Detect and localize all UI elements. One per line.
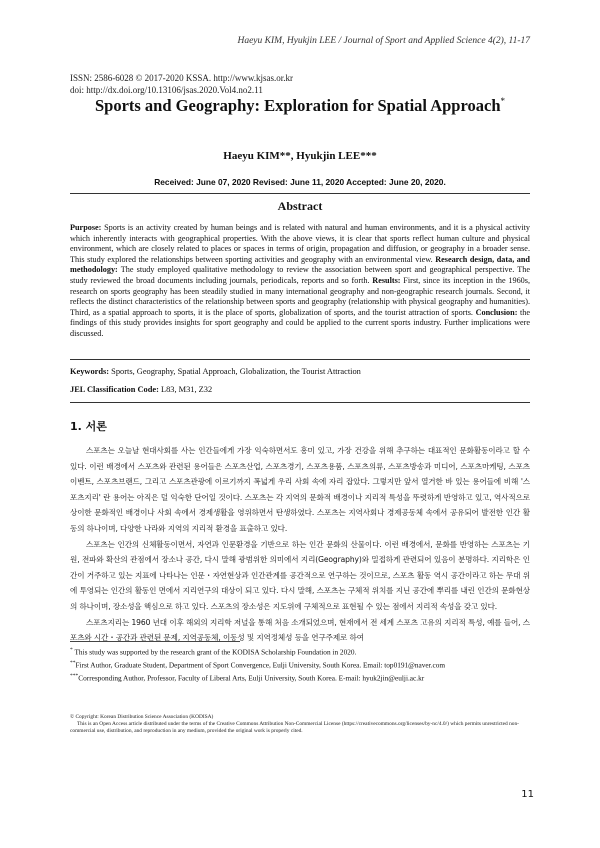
doi-line: doi: http://dx.doi.org/10.13106/jsas.2020.Vol4.no2.11 [70,85,263,95]
conclusion-text: the findings of this study provides insights for sport geography and could be applied to the current sports industry. Further implications were discussed. [70,307,530,338]
keywords-label: Keywords: [70,367,110,376]
copyright-holder: © Copyright: Korean Distribution Science Association (KODISA) [70,714,214,720]
jel-codes [70,385,212,394]
paragraph: 스포츠는 오늘날 현대사회를 사는 인간들에게 가장 익숙하면서도 흥미 있고, 가장 건강을 위해 추구하는 대표적인 문화활동이라고 할 수 있다. 이런 배경에서 스포츠와 관련된 용어들은 스포츠산업, 스포츠경기, 스포츠용품, 스포츠의류, 스포츠방송과 미디어, 스포츠마케팅, 스포츠이벤트, 스포츠브랜드, 그리고 스포츠관광에 이르기까지 폭넓게 우리 사회 속에 자리 잡았다. 그렇지만 앞서 열거한 바 있는 용어들에 비해 '스포츠지리' 란 용어는 아직은 덜 익숙한 단어일 것이다. 스포츠는 각 지역의 문화적 배경이나 지리적 특성을 뚜렷하게 반영하고 있고, 역사적으로 상이한 문화적인 배경이나 사회 속에서 경제생활을 영위하면서 탄생하였다. 스포츠는 지역사회나 경제공동체 속에서 공유되어 발전한 인간 활동의 하나이며, 다양한 나라와 지역의 지리적 환경을 표출하고 있다. [70,446,530,533]
body-text [70,443,530,646]
results-text: First, since its inception in the 1960s, research on sports geography has been steadily studied in many international geography and non-geographic research journals. Second, it reflects the distinct characteristics of the relationship between sports and geography (relationship with physical geography and humanities). Third, as a spatial approach to sports, it is the place of sports, globalization of sports, and the tourist attraction of sports. [70,275,530,317]
abstract-bottom-rule [70,402,530,403]
footnote [70,658,540,671]
paragraph: 스포츠지리는 1960 년대 이후 해외의 지리학 저널을 통해 처음 소개되었으며, 현재에서 전 세계 스포츠 고유의 지리적 특성, 예를 들어, 스포츠와 시간・공간과 관련된 문제, 지역공동체, 이동성 및 지역정체성 등을 연구주제로 하여 [70,617,530,643]
footnote-mark: * [70,647,73,653]
author-list: Haeyu KIM**, Hyukjin LEE*** [223,150,377,162]
running-head: Haeyu KIM, Hyukjin LEE / Journal of Sport and Applied Science 4(2), 11-17 [237,36,530,46]
title-footnote-mark: * [500,96,506,106]
keywords-text: Sports, Geography, Spatial Approach, Globalization, the Tourist Attraction [109,367,361,376]
design-text: The study employed qualitative methodology to review the association between sport and geographical perspective. The study reviewed the broad documents including journals, periodicals, reports and so forth. [70,265,530,285]
section-heading: 1. 서론 [70,420,107,433]
article-title [60,96,540,116]
title-text: Sports and Geography: Exploration for Spatial Approach [94,96,501,115]
footnote-mark: *** [70,672,79,679]
license-text: This is an Open Access article distributed under the terms of the Creative Commons Attribution Non-Commercial License (https://creativecommons.org/licenses/by-nc/4.0/) which permits unrestricted non-commercial use, distribution, and reproduction in any medium, provided the original work is properly cited. [70,721,519,735]
design-label: Research design, data, and methodology: [70,254,530,275]
jel-label: JEL Classification Code: [70,385,159,394]
footnote [70,645,540,658]
footnote [70,671,540,684]
abstract-body [70,223,530,340]
copyright-notice [70,714,532,736]
submission-dates: Received: June 07, 2020 Revised: June 11, 2020 Accepted: June 20, 2020. [154,177,446,187]
jel-text: L83, M31, Z32 [158,385,213,394]
conclusion-label: Conclusion: [475,307,518,317]
abstract-divider [70,359,530,360]
keywords [70,367,361,376]
purpose-label: Purpose: [70,223,102,232]
footnote-text: First Author, Graduate Student, Department of Sport Convergence, Eulji University, South Korea. Email: top0191@naver.com [75,660,446,670]
abstract-heading: Abstract [277,199,323,213]
page-number: 11 [521,789,534,800]
publication-info [70,72,293,96]
results-label: Results: [372,275,401,285]
purpose-text: Sports is an activity created by human beings and is related with natural and human environments, and it is a physical activity which inherently interacts with geographical properties. With the above views, it is clear that sports reflect human culture and physical environment, which are closely related to places or spaces in terms of origin, propagation and diffusion, or geography in a broader sense. This study explored the relationships between sporting activities and geography with an environmental view. [70,223,530,264]
footnote-mark: ** [70,659,76,666]
footnotes [70,645,540,683]
footnote-rule [70,641,240,642]
issn-line: ISSN: 2586-6028 © 2017-2020 KSSA. http://www.kjsas.or.kr [70,73,294,83]
footnote-text: Corresponding Author, Professor, Faculty of Liberal Arts, Eulji University, South Korea. E-mail: hyuk2jin@eulji.ac.kr [78,673,425,683]
paragraph: 스포츠는 인간의 신체활동이면서, 자연과 인문환경을 기반으로 하는 인간 문화의 산물이다. 이런 배경에서, 문화를 반영하는 스포츠는 기원, 전파와 확산의 관점에서 장소나 공간, 다시 말해 광범위한 의미에서 지리(Geography)와 밀접하게 관련되어 있음이 분명하다. 지리학은 인간이 거주하고 있는 지표에 나타나는 인문・자연현상과 인간관계를 공간적으로 연구하는 것이므로, 스포츠 활동 역시 공간이라고 하는 무대 위에 투영되는 인간의 활동인 면에서 지리연구의 대상이 되고 있다. 다시 말해, 스포츠는 구체적 위치를 지닌 공간에 뿌리를 내린 인간의 문화현상의 하나이며, 장소성을 핵심으로 하고 있다. 스포츠의 장소성은 지도위에 구체적으로 표현될 수 있는 점에서 지리적 속성을 갖고 있다. [70,539,530,611]
abstract-top-rule [70,193,530,194]
footnote-text: This study was supported by the research grant of the KODISA Scholarship Foundation in 2020. [72,647,357,657]
